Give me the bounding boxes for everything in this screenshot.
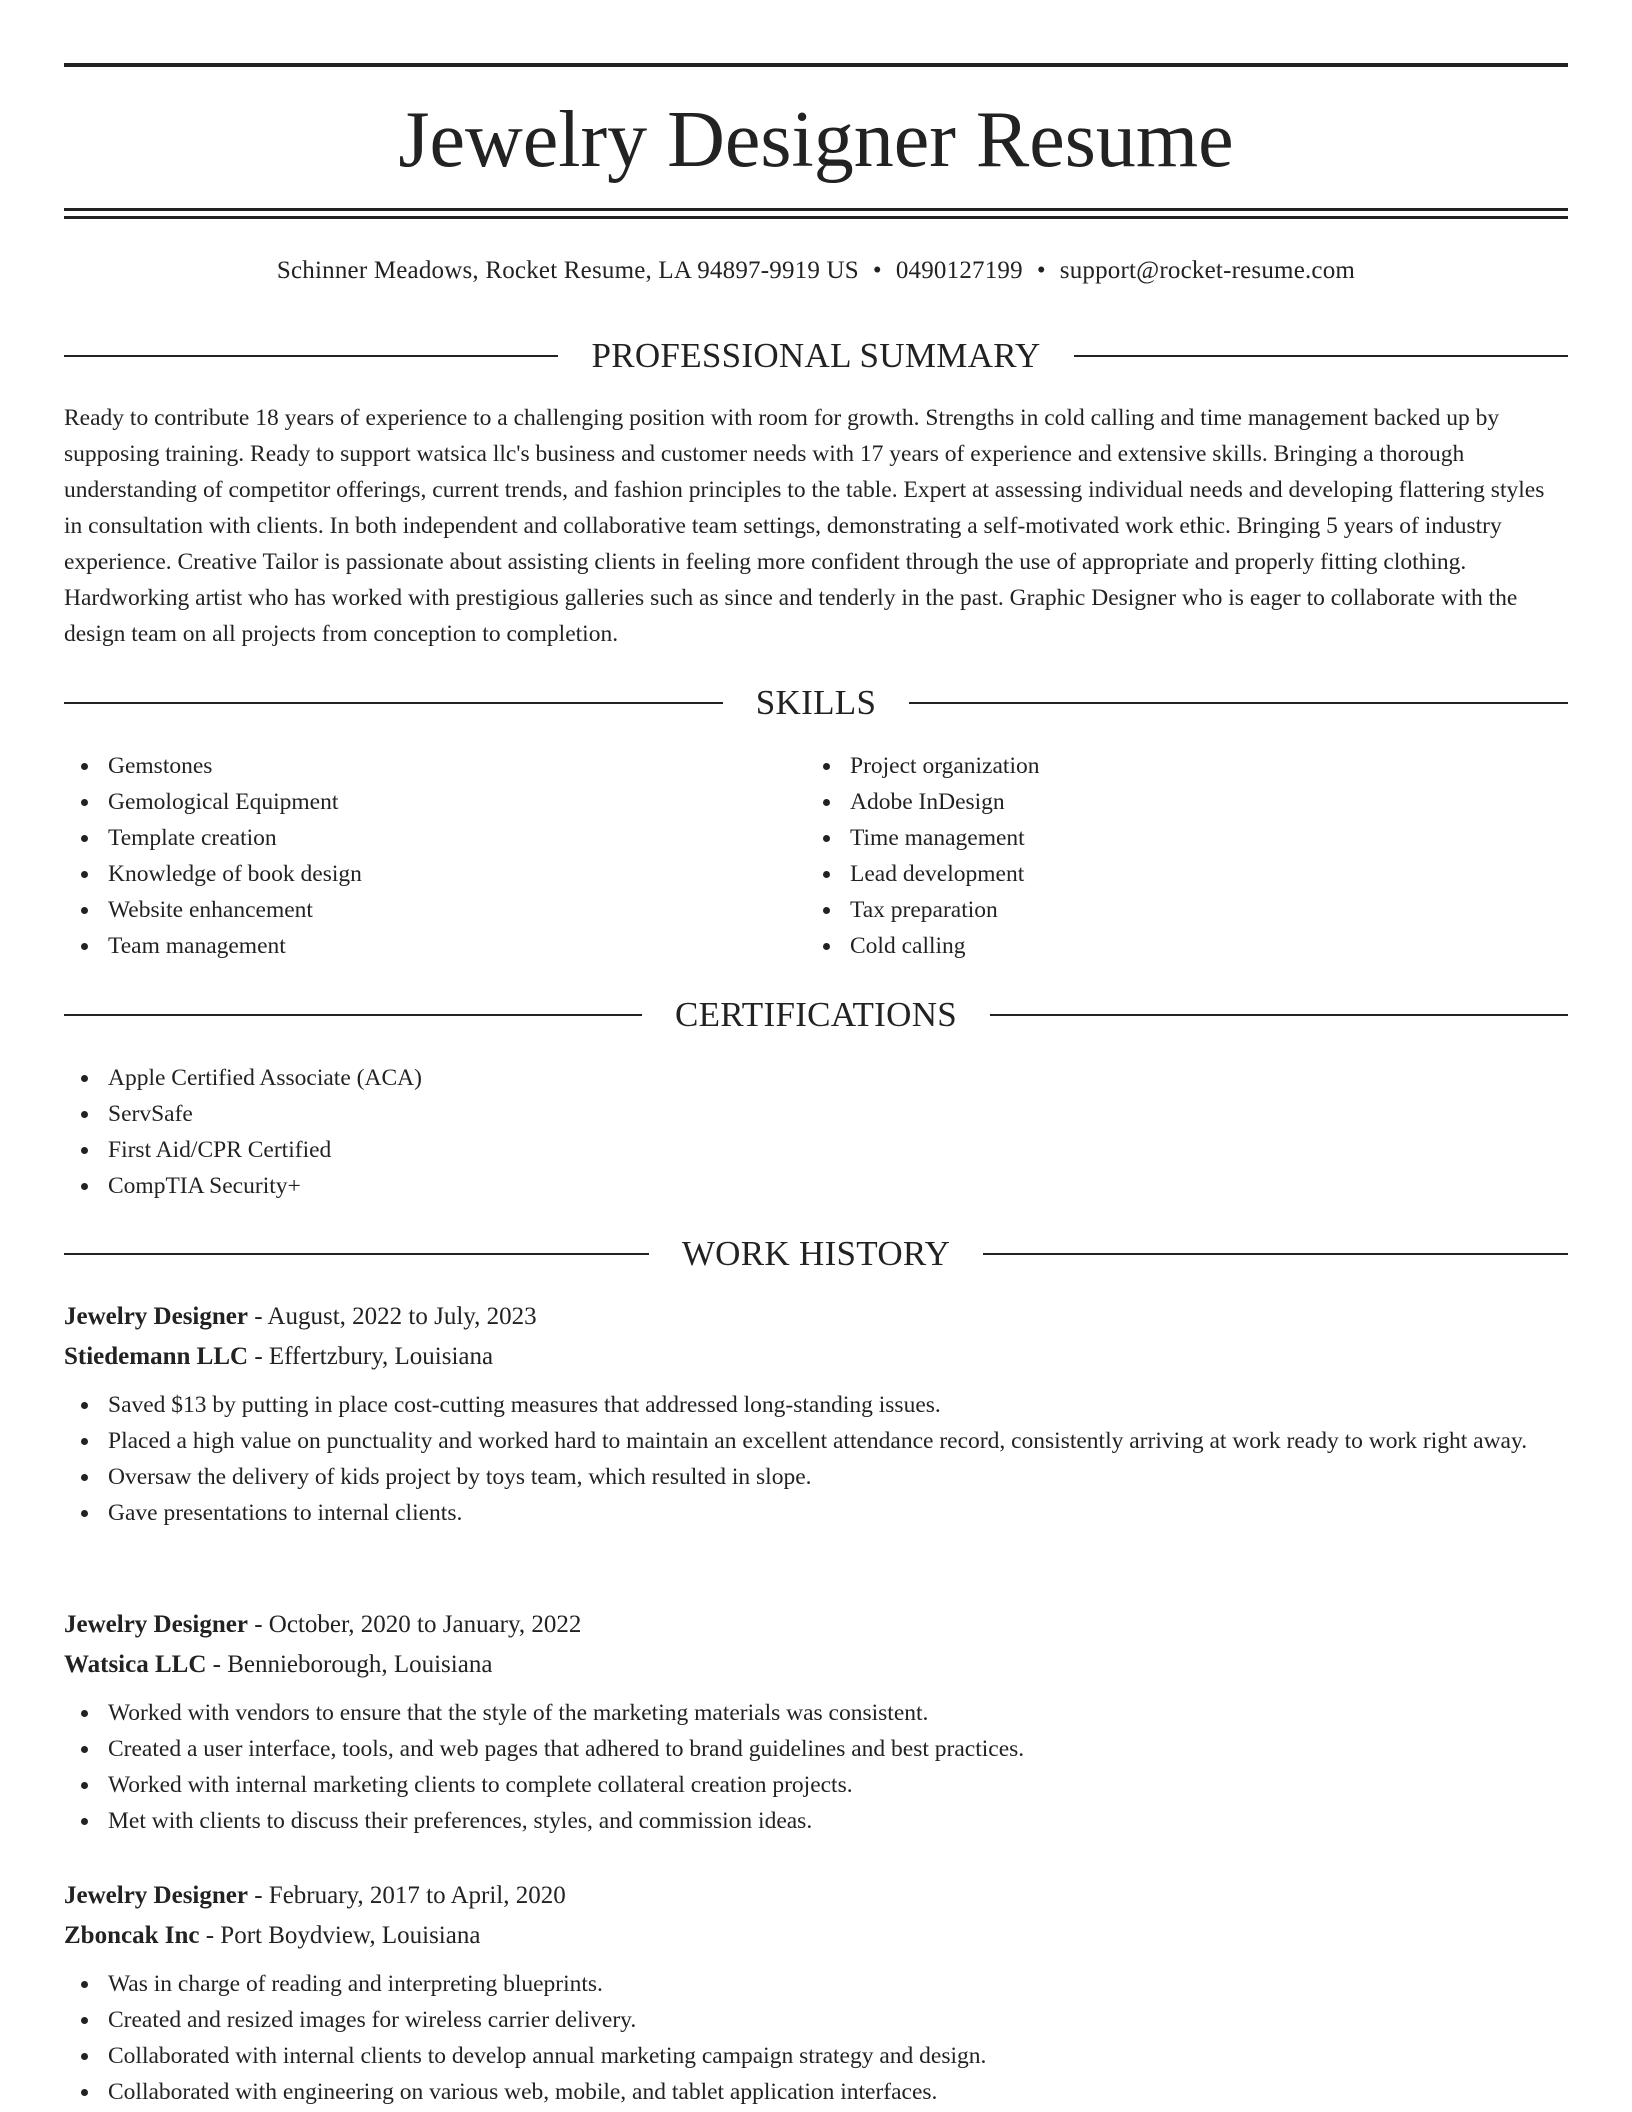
contact-email: support@rocket-resume.com <box>1059 257 1356 284</box>
section-heading-skills <box>64 681 1568 725</box>
list-item: Created and resized images for wireless carrier delivery. <box>64 2002 1568 2038</box>
header-double-rule-upper <box>64 208 1568 211</box>
section-heading-work-history <box>64 1232 1568 1276</box>
list-item: Collaborated with internal clients to develop annual marketing campaign strategy and design. <box>64 2038 1568 2074</box>
list-item: Team management <box>64 928 804 964</box>
list-item: Saved $13 by putting in place cost-cutting measures that addressed long-standing issues. <box>64 1387 1568 1423</box>
skills-list-left <box>64 748 804 964</box>
list-item: Worked with vendors to ensure that the style of the marketing materials was consistent. <box>64 1695 1568 1731</box>
section-heading-certifications <box>64 993 1568 1037</box>
header-double-rule-lower <box>64 216 1568 219</box>
contact-separator: • <box>872 257 882 284</box>
contact-phone: 0490127199 <box>895 257 1023 284</box>
list-item: Template creation <box>64 820 804 856</box>
heading-rule-right <box>983 1253 1568 1255</box>
summary-text: Ready to contribute 18 years of experience to a challenging position with room for growth. Strengths in cold calling and time management backed up by supposing training. Ready to support watsica llc's business and customer needs with 17 years of experience and extensive skills. Bringing a thorough understanding of competitor offerings, current trends, and fashion principles to the table. Expert at assessing individual needs and developing flattering styles in consultation with clients. In both independent and collaborative team settings, demonstrating a self-motivated work ethic. Bringing 5 years of industry experience. Creative Tailor is passionate about assisting clients in feeling more confident through the use of appropriate and properly fitting clothing. Hardworking artist who has worked with prestigious galleries such as since and tenderly in the past. Graphic Designer who is eager to collaborate with the design team on all projects from conception to completion. <box>64 405 1545 647</box>
job-bullets <box>64 1695 1568 1839</box>
contact-separator: • <box>1036 257 1046 284</box>
list-item: Adobe InDesign <box>806 784 1546 820</box>
job-company: Watsica LLC <box>64 1651 207 1678</box>
job-bullets <box>64 1387 1568 1531</box>
job-entry <box>64 1605 1568 1839</box>
list-item: Was in charge of reading and interpreting blueprints. <box>64 1966 1568 2002</box>
heading-rule-left <box>64 355 558 357</box>
list-item: Time management <box>806 820 1546 856</box>
list-item: Met with clients to discuss their preferences, styles, and commission ideas. <box>64 1803 1568 1839</box>
skills-list-right <box>806 748 1546 964</box>
list-item: Cold calling <box>806 928 1546 964</box>
job-dates: - August, 2022 to July, 2023 <box>247 1303 537 1330</box>
job-company-line <box>64 1645 1568 1685</box>
job-location: - Port Boydview, Louisiana <box>199 1922 481 1949</box>
section-title: SKILLS <box>755 683 877 722</box>
header-top-rule <box>64 63 1568 67</box>
contact-line <box>64 254 1568 288</box>
certifications-list <box>64 1060 1568 1204</box>
job-dates: - February, 2017 to April, 2020 <box>247 1882 566 1909</box>
list-item: Gemological Equipment <box>64 784 804 820</box>
job-location: - Bennieborough, Louisiana <box>206 1651 493 1678</box>
section-title: WORK HISTORY <box>681 1234 951 1273</box>
job-company: Stiedemann LLC <box>64 1343 249 1370</box>
job-title: Jewelry Designer <box>64 1882 248 1909</box>
job-title-line <box>64 1876 1568 1916</box>
heading-rule-left <box>64 1253 649 1255</box>
contact-address: Schinner Meadows, Rocket Resume, LA 94897-9919 US <box>276 257 859 284</box>
job-title-line <box>64 1605 1568 1645</box>
list-item: Worked with internal marketing clients to complete collateral creation projects. <box>64 1767 1568 1803</box>
section-title: CERTIFICATIONS <box>674 995 958 1034</box>
job-title: Jewelry Designer <box>64 1611 248 1638</box>
section-title: PROFESSIONAL SUMMARY <box>591 336 1041 375</box>
list-item: Knowledge of book design <box>64 856 804 892</box>
heading-rule-right <box>909 702 1568 704</box>
list-item: CompTIA Security+ <box>64 1168 1568 1204</box>
job-location: - Effertzbury, Louisiana <box>248 1343 494 1370</box>
list-item: Oversaw the delivery of kids project by toys team, which resulted in slope. <box>64 1459 1568 1495</box>
job-bullets <box>64 1966 1568 2110</box>
job-title: Jewelry Designer <box>64 1303 248 1330</box>
job-dates: - October, 2020 to January, 2022 <box>247 1611 582 1638</box>
job-title-line <box>64 1297 1568 1337</box>
list-item: Gave presentations to internal clients. <box>64 1495 1568 1531</box>
job-entry <box>64 1297 1568 1531</box>
heading-rule-right <box>1074 355 1568 357</box>
section-heading-summary <box>64 334 1568 378</box>
list-item: ServSafe <box>64 1096 1568 1132</box>
list-item: Website enhancement <box>64 892 804 928</box>
job-entry <box>64 1876 1568 2110</box>
list-item: Tax preparation <box>806 892 1546 928</box>
heading-rule-right <box>990 1014 1568 1016</box>
list-item: Collaborated with engineering on various web, mobile, and tablet application interfaces. <box>64 2074 1568 2110</box>
list-item: Project organization <box>806 748 1546 784</box>
heading-rule-left <box>64 1014 642 1016</box>
job-company-line <box>64 1337 1568 1377</box>
heading-rule-left <box>64 702 723 704</box>
list-item: Created a user interface, tools, and web pages that adhered to brand guidelines and best practices. <box>64 1731 1568 1767</box>
list-item: Apple Certified Associate (ACA) <box>64 1060 1568 1096</box>
list-item: Gemstones <box>64 748 804 784</box>
page-title: Jewelry Designer Resume <box>398 96 1234 184</box>
job-company-line <box>64 1916 1568 1956</box>
list-item: Placed a high value on punctuality and worked hard to maintain an excellent attendance record, consistently arriving at work ready to work right away. <box>64 1423 1568 1459</box>
job-company: Zboncak Inc <box>64 1922 200 1949</box>
list-item: First Aid/CPR Certified <box>64 1132 1568 1168</box>
list-item: Lead development <box>806 856 1546 892</box>
